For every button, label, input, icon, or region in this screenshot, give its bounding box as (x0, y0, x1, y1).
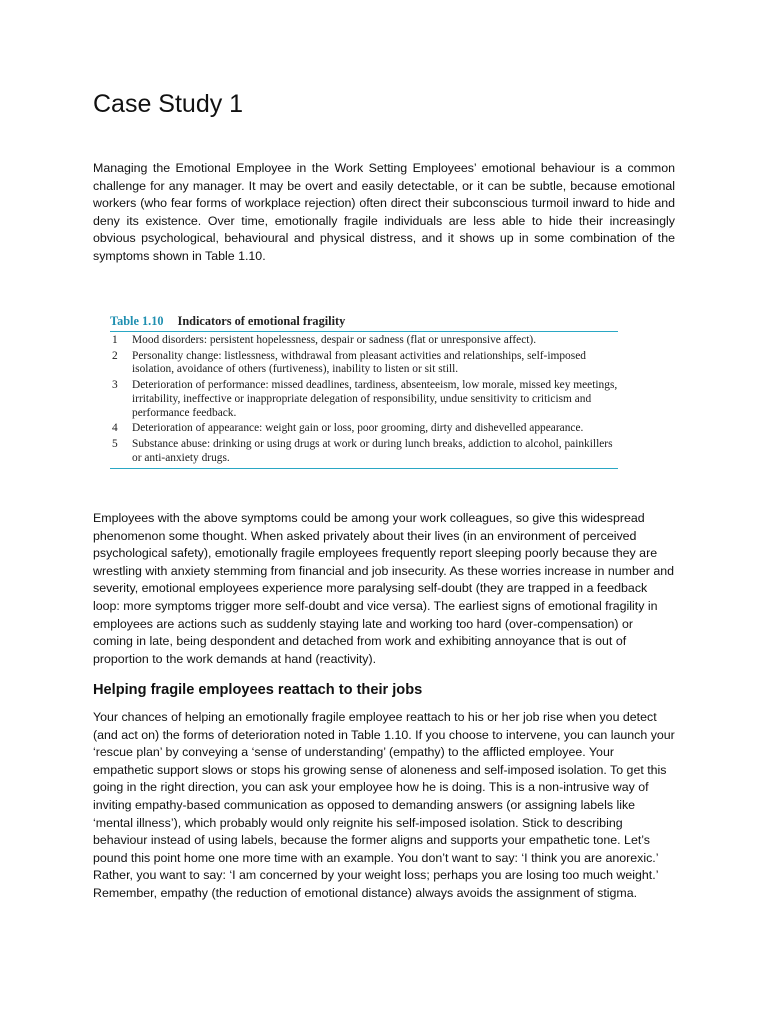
row-text: Personality change: listlessness, withdrawal from pleasant activities and relationships, self-imposed isolation, avoidance of others (furtiveness), inability to listen or sit still. (132, 349, 586, 376)
table-number: Table 1.10 (110, 314, 164, 328)
section-heading: Helping fragile employees reattach to their jobs (93, 682, 423, 698)
table-caption-text: Indicators of emotional fragility (177, 314, 346, 328)
row-number: 2 (112, 349, 118, 362)
helping-paragraph: Your chances of helping an emotionally fragile employee reattach to his or her job rise when you detect (and act on) the forms of deterioration noted in Table 1.10. If you choose to intervene, you can launch your ‘rescue plan’ by conveying a ‘sense of understanding’ (empathy) to the afflicted employee. Your empathetic support slows or stops his growing sense of aloneness and self-imposed isolation. To get this going in the right direction, you can ask your employee how he is doing. This is a non-intrusive way of inviting empathy-based communication as opposed to demanding answers (or assigning labels like ‘mental illness’), which probably would only reignite his self-imposed isolation. Stick to describing behaviour instead of using labels, because the former aligns and supports your empathetic tone. Let’s pound this point home one more time with an example. You don’t want to say: ‘I think you are anorexic.’ Rather, you want to say: ‘I am concerned by your weight loss; perhaps you are losing too much weight.’ Remember, empathy (the reduction of emotional distance) always avoids the assignment of stigma. (93, 710, 675, 900)
table-row (110, 333, 618, 349)
table-row (110, 349, 618, 378)
table-row (110, 378, 618, 421)
row-number: 3 (112, 379, 118, 392)
row-text: Deterioration of appearance: weight gain or loss, poor grooming, dirty and dishevelled appearance. (132, 422, 584, 435)
row-number: 4 (112, 422, 118, 435)
table-caption (110, 313, 618, 332)
symptoms-paragraph: Employees with the above symptoms could be among your work colleagues, so give this widespread phenomenon some thought. When asked privately about their lives (in an environment of perceived psychological safety), emotionally fragile employees frequently report sleeping poorly because they are wrestling with anxiety stemming from financial and job insecurity. As these worries increase in number and severity, emotional employees experience more paralysing self-doubt (they are trapped in a feedback loop: more symptoms trigger more self-doubt and vice versa). The earliest signs of emotional fragility in employees are actions such as suddenly staying late and working too hard (over-compensation) or coming in late, being despondent and detached from work and exhibiting annoyance that is out of proportion to the work demands at hand (reactivity). (93, 511, 675, 666)
page-title: Case Study 1 (93, 90, 244, 118)
row-text: Substance abuse: drinking or using drugs at work or during lunch breaks, addiction to alcohol, painkillers or anti-anxiety drugs. (132, 437, 613, 464)
row-text: Mood disorders: persistent hopelessness, despair or sadness (flat or unresponsive affect). (132, 334, 537, 346)
row-text: Deterioration of performance: missed deadlines, tardiness, absenteeism, low morale, missed key meetings, irritability, ineffective or inappropriate delegation of responsibility, undue sensitivity to criticism and performance feedback. (132, 379, 618, 419)
table-row (110, 421, 618, 437)
intro-paragraph: Managing the Emotional Employee in the Work Setting Employees’ emotional behaviour is a common challenge for any manager. It may be overt and easily detectable, or it can be subtle, because emotional workers (who fear forms of workplace rejection) often direct their subconscious turmoil inward to hide and deny its existence. Over time, emotionally fragile individuals are less able to hide their increasingly obvious psychological, behavioural and physical distress, and it shows up in some combination of the symptoms shown in Table 1.10. (93, 161, 675, 263)
emotional-fragility-table (110, 313, 618, 469)
table-rows (110, 332, 618, 469)
table-row (110, 437, 618, 466)
row-number: 1 (112, 334, 118, 346)
row-number: 5 (112, 437, 118, 450)
